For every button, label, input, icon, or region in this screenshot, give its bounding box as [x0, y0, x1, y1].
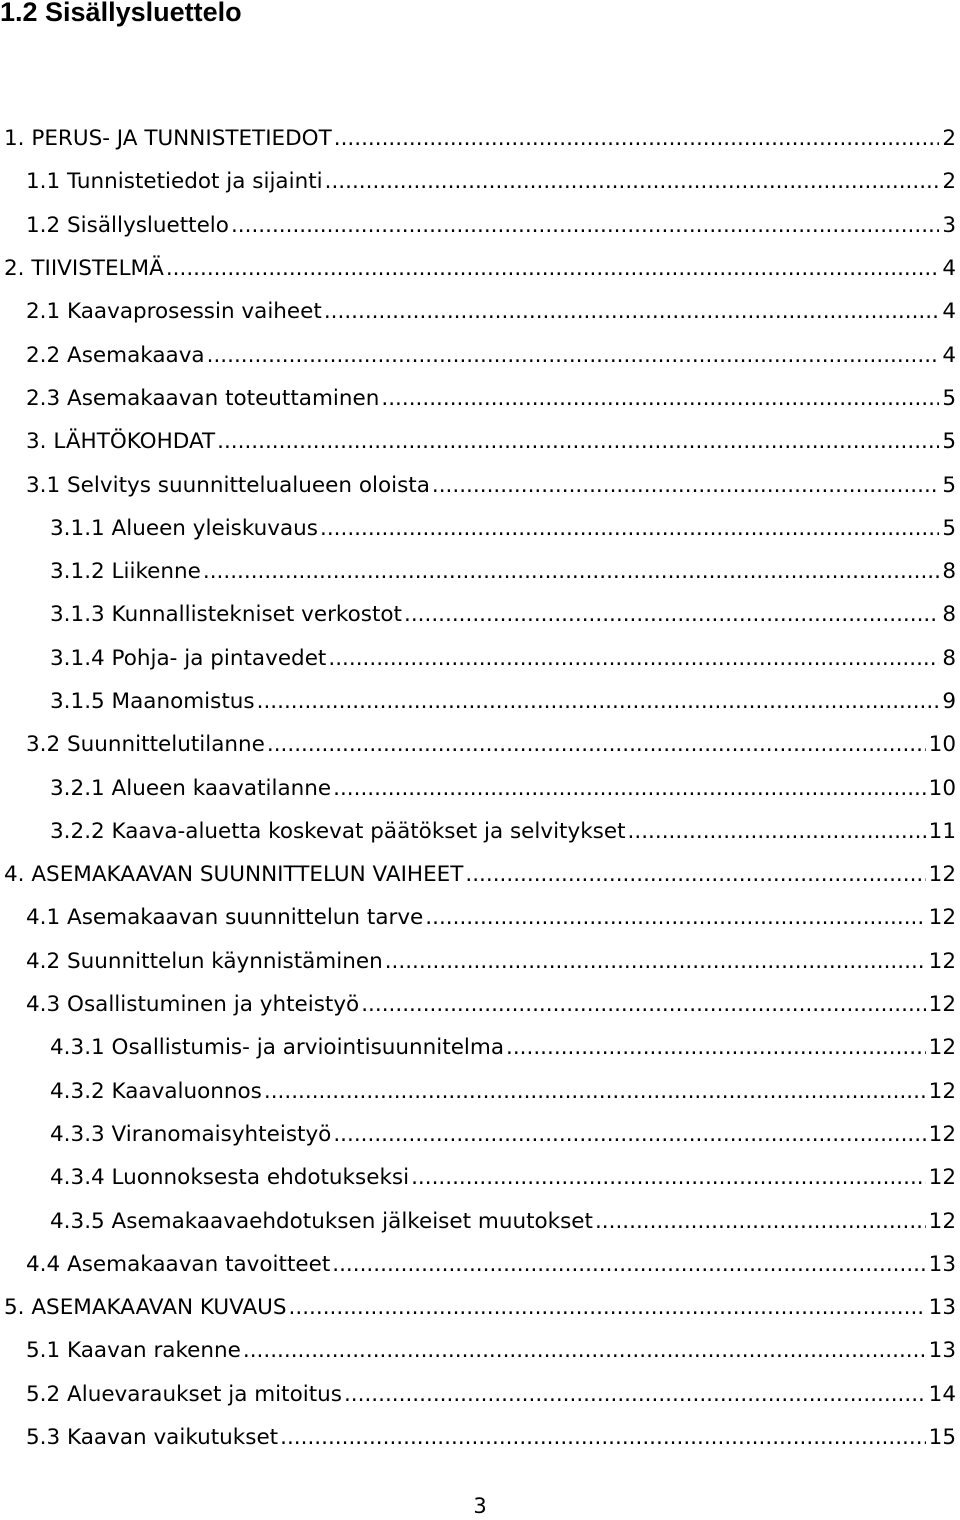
- toc-entry-page: 4: [942, 299, 956, 325]
- toc-entry-label: 3.1 Selvitys suunnittelualueen oloista: [26, 472, 430, 498]
- toc-entry[interactable]: [0, 940, 956, 983]
- toc-entry-label: 5.2 Aluevaraukset ja mitoitus: [26, 1381, 342, 1407]
- toc-entry[interactable]: [0, 723, 956, 766]
- toc-entry-page: 5: [942, 472, 956, 498]
- toc-dot-leader: [243, 1338, 926, 1363]
- toc-dot-leader: [425, 905, 925, 930]
- toc-entry-page: 8: [942, 602, 956, 628]
- toc-entry-page: 12: [928, 948, 956, 974]
- toc-entry-page: 3: [942, 212, 956, 238]
- toc-dot-leader: [280, 1425, 926, 1450]
- toc-entry-label: 1. PERUS- JA TUNNISTETIEDOT: [4, 126, 332, 152]
- toc-entry-label: 4.4 Asemakaavan tavoitteet: [26, 1251, 331, 1277]
- toc-entry-page: 8: [942, 559, 956, 585]
- toc-entry-label: 4.1 Asemakaavan suunnittelun tarve: [26, 905, 424, 931]
- toc-entry-page: 5: [942, 385, 956, 411]
- toc-entry[interactable]: [0, 766, 956, 809]
- toc-dot-leader: [432, 473, 939, 498]
- toc-entry[interactable]: [0, 1243, 956, 1286]
- toc-entry-page: 2: [942, 169, 956, 195]
- toc-entry-page: 10: [928, 732, 956, 758]
- toc-entry-label: 1.2 Sisällysluettelo: [26, 212, 229, 238]
- toc-dot-leader: [628, 819, 926, 844]
- toc-entry-page: 4: [942, 256, 956, 282]
- toc-entry-label: 5. ASEMAKAAVAN KUVAUS: [4, 1295, 287, 1321]
- toc-entry[interactable]: [0, 1286, 956, 1329]
- toc-entry[interactable]: [0, 1113, 956, 1156]
- toc-entry-page: 2: [942, 126, 956, 152]
- toc-entry-label: 3.1.2 Liikenne: [50, 559, 201, 585]
- toc-entry[interactable]: [0, 160, 956, 203]
- toc-entry-label: 2.1 Kaavaprosessin vaiheet: [26, 299, 322, 325]
- toc-entry-label: 3.1.1 Alueen yleiskuvaus: [50, 515, 319, 541]
- toc-dot-leader: [257, 689, 940, 714]
- toc-dot-leader: [325, 169, 940, 194]
- toc-entry[interactable]: [0, 1199, 956, 1242]
- toc-dot-leader: [320, 516, 939, 541]
- toc-entry-label: 3.1.4 Pohja- ja pintavedet: [50, 645, 327, 671]
- toc-entry[interactable]: [0, 983, 956, 1026]
- toc-dot-leader: [333, 1122, 925, 1147]
- toc-dot-leader: [324, 299, 939, 324]
- toc-entry[interactable]: [0, 593, 956, 636]
- toc-entry[interactable]: [0, 680, 956, 723]
- toc-entry-page: 13: [928, 1338, 956, 1364]
- toc-dot-leader: [203, 559, 939, 584]
- page-number: 3: [473, 1494, 487, 1518]
- toc-entry-label: 4.3.3 Viranomaisyhteistyö: [50, 1121, 332, 1147]
- toc-entry-label: 3.2.1 Alueen kaavatilanne: [50, 775, 332, 801]
- toc-entry[interactable]: [0, 1416, 956, 1459]
- toc-entry[interactable]: [0, 1373, 956, 1416]
- toc-entry-page: 10: [928, 775, 956, 801]
- toc-entry-label: 3.1.5 Maanomistus: [50, 689, 255, 714]
- toc-entry[interactable]: [0, 333, 956, 376]
- toc-entry-page: 12: [928, 1035, 956, 1061]
- toc-entry-label: 1.1 Tunnistetiedot ja sijainti: [26, 169, 323, 195]
- toc-dot-leader: [385, 949, 926, 974]
- toc-dot-leader: [289, 1295, 926, 1320]
- toc-entry[interactable]: [0, 377, 956, 420]
- toc-entry-label: 3.2 Suunnittelutilanne: [26, 732, 265, 758]
- toc-entry-label: 4.3.1 Osallistumis- ja arviointisuunnitelma: [50, 1035, 505, 1061]
- toc-entry-page: 12: [928, 1165, 956, 1191]
- toc-dot-leader: [328, 646, 939, 671]
- toc-dot-leader: [333, 776, 926, 801]
- toc-entry-label: 5.1 Kaavan rakenne: [26, 1338, 241, 1364]
- toc-dot-leader: [207, 343, 940, 368]
- toc-entry-page: 15: [928, 1425, 956, 1451]
- toc-entry-label: 4. ASEMAKAAVAN SUUNNITTELUN VAIHEET: [4, 862, 464, 888]
- toc-entry[interactable]: [0, 507, 956, 550]
- toc-entry-label: 5.3 Kaavan vaikutukset: [26, 1425, 279, 1451]
- toc-entry[interactable]: [0, 420, 956, 463]
- toc-entry-page: 12: [928, 1121, 956, 1147]
- toc-dot-leader: [267, 732, 926, 757]
- toc-dot-leader: [334, 126, 940, 151]
- toc-entry-page: 12: [928, 905, 956, 931]
- toc-dot-leader: [361, 992, 925, 1017]
- toc-entry-label: 4.3.4 Luonnoksesta ehdotukseksi: [50, 1165, 410, 1191]
- toc-entry-label: 2. TIIVISTELMÄ: [4, 256, 164, 282]
- toc-entry-page: 8: [942, 645, 956, 671]
- toc-entry-page: 14: [928, 1381, 956, 1407]
- toc-entry-label: 4.3 Osallistuminen ja yhteistyö: [26, 992, 360, 1018]
- toc-entry[interactable]: [0, 550, 956, 593]
- toc-entry[interactable]: [0, 1026, 956, 1069]
- toc-entry-label: 3.2.2 Kaava-aluetta koskevat päätökset ja selvitykset: [50, 818, 626, 844]
- toc-entry[interactable]: [0, 247, 956, 290]
- toc-entry-label: 2.2 Asemakaava: [26, 342, 205, 368]
- toc-entry-page: 13: [928, 1295, 956, 1321]
- toc-entry-label: 3.1.3 Kunnallistekniset verkostot: [50, 602, 402, 628]
- toc-dot-leader: [404, 602, 939, 627]
- toc-entry-page: 11: [928, 818, 956, 844]
- toc-entry[interactable]: [0, 853, 956, 896]
- toc-entry[interactable]: [0, 463, 956, 506]
- toc-entry-label: 3. LÄHTÖKOHDAT: [26, 429, 216, 455]
- toc-entry[interactable]: [0, 810, 956, 853]
- table-of-contents: [0, 117, 956, 1459]
- toc-dot-leader: [231, 213, 939, 238]
- toc-dot-leader: [506, 1035, 926, 1060]
- toc-entry-page: 5: [942, 515, 956, 541]
- toc-entry-page: 5: [942, 429, 956, 455]
- toc-entry-label: 4.3.2 Kaavaluonnos: [50, 1078, 262, 1104]
- toc-entry[interactable]: [0, 290, 956, 333]
- toc-dot-leader: [264, 1079, 926, 1104]
- toc-dot-leader: [344, 1382, 926, 1407]
- toc-entry[interactable]: [0, 896, 956, 939]
- toc-entry-page: 9: [942, 689, 956, 714]
- toc-entry[interactable]: [0, 117, 956, 160]
- toc-entry-label: 4.3.5 Asemakaavaehdotuksen jälkeiset muutokset: [50, 1208, 593, 1234]
- toc-dot-leader: [465, 862, 925, 887]
- toc-dot-leader: [217, 429, 939, 454]
- toc-dot-leader: [166, 256, 940, 281]
- toc-entry[interactable]: [0, 1070, 956, 1113]
- toc-entry-page: 12: [928, 1208, 956, 1234]
- toc-entry[interactable]: [0, 1156, 956, 1199]
- toc-entry[interactable]: [0, 204, 956, 247]
- toc-entry-page: 12: [928, 992, 956, 1018]
- toc-entry[interactable]: [0, 1329, 956, 1372]
- toc-dot-leader: [332, 1252, 925, 1277]
- toc-entry-page: 12: [928, 862, 956, 888]
- toc-dot-leader: [411, 1165, 926, 1190]
- toc-entry[interactable]: [0, 637, 956, 680]
- toc-entry-label: 4.2 Suunnittelun käynnistäminen: [26, 948, 383, 974]
- toc-entry-label: 2.3 Asemakaavan toteuttaminen: [26, 385, 380, 411]
- toc-dot-leader: [381, 386, 939, 411]
- toc-entry-page: 12: [928, 1078, 956, 1104]
- toc-dot-leader: [595, 1209, 926, 1234]
- page-title: 1.2 Sisällysluettelo: [0, 0, 242, 27]
- toc-entry-page: 4: [942, 342, 956, 368]
- toc-entry-page: 13: [928, 1251, 956, 1277]
